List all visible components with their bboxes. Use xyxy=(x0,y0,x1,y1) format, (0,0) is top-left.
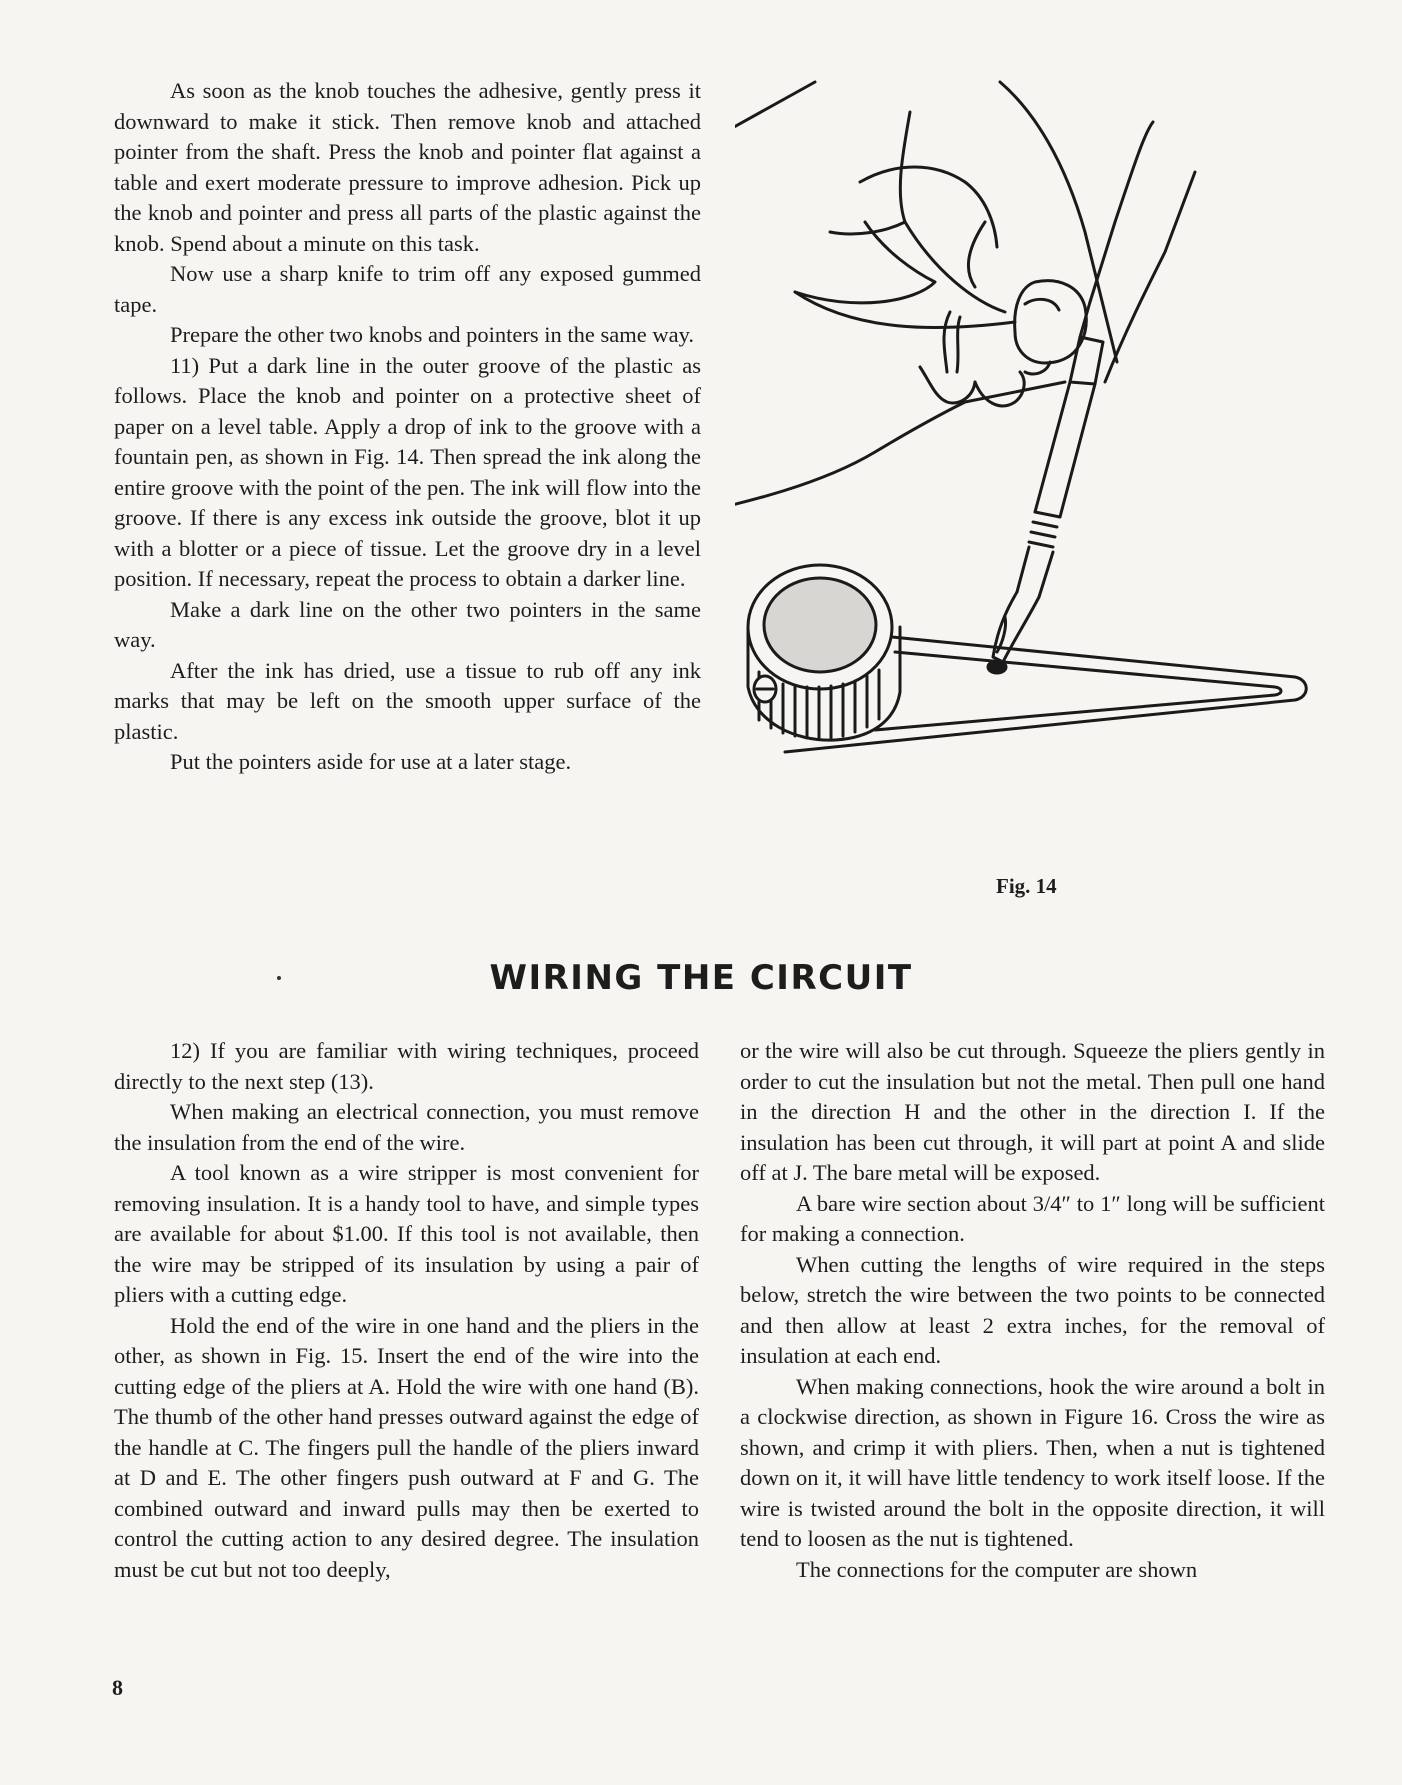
paragraph: A bare wire section about 3/4″ to 1″ long will be sufficient for making a connection. xyxy=(740,1190,1325,1246)
paragraph: A tool known as a wire stripper is most convenient for removing insulation. It is a handy tool to have, and simple types are available for about $1.00. If this tool is not available, then the wire may be stripped of its insulation by using a pair of pliers with a cutting edge. xyxy=(114,1160,699,1307)
paragraph: Prepare the other two knobs and pointers in the same way. xyxy=(170,322,695,347)
paragraph: or the wire will also be cut through. Squeeze the pliers gently in order to cut the insulation but not the metal. Then pull one hand in the direction H and the other in the direction I. If the insulation has been cut through, it will part at point A and slide off at J. The bare metal will be exposed. xyxy=(740,1038,1325,1185)
figure-caption: Fig. 14 xyxy=(996,874,1057,898)
fig-14-illustration xyxy=(735,72,1355,862)
paragraph: Hold the end of the wire in one hand and the pliers in the other, as shown in Fig. 15. Insert the end of the wire into the cutting edge of the pliers at A. Hold the wire with one hand (B). The thumb of the other hand presses outward against the edge of the handle at C. The fingers pull the handle of the pliers inward at D and E. The other fingers push outward at F and G. The combined outward and inward pulls may then be exerted to control the cutting action to any desired degree. The insulation must be cut but not too deeply, xyxy=(114,1312,699,1582)
paragraph: When making an electrical connection, you must remove the insulation from the end of the wire. xyxy=(114,1099,699,1155)
paragraph: Now use a sharp knife to trim off any exposed gummed tape. xyxy=(114,261,701,317)
bottom-left-column xyxy=(114,1036,699,1585)
bottom-right-column xyxy=(740,1036,1325,1585)
page-number: 8 xyxy=(112,1675,123,1700)
paragraph: The connections for the computer are shown xyxy=(796,1556,1198,1582)
paragraph: Put the pointers aside for use at a later stage. xyxy=(170,749,572,774)
hand-pen-knob-icon xyxy=(735,72,1355,862)
top-left-column xyxy=(114,76,701,778)
paragraph: As soon as the knob touches the adhesive, gently press it downward to make it stick. Then remove knob and attached pointer from the shaft. Press the knob and pointer flat against a table and exert moderate pressure to improve adhesion. Pick up the knob and pointer and press all parts of the plastic against the knob. Spend about a minute on this task. xyxy=(114,78,701,256)
paragraph: After the ink has dried, use a tissue to rub off any ink marks that may be left on the smooth upper surface of the plastic. xyxy=(114,657,701,744)
paragraph: When making connections, hook the wire around a bolt in a clockwise direction, as shown in Figure 16. Cross the wire as shown, and crimp it with pliers. Then, when a nut is tightened down on it, it will have little tendency to work itself loose. If the wire is twisted around the bolt in the opposite direction, it will tend to loosen as the nut is tightened. xyxy=(740,1373,1325,1551)
paragraph: 11) Put a dark line in the outer groove of the plastic as follows. Place the knob and pointer on a protective sheet of paper on a level table. Apply a drop of ink to the groove with a fountain pen, as shown in Fig. 14. Then spread the ink along the entire groove with the point of the pen. The ink will flow into the groove. If there is any excess ink outside the groove, blot it up with a blotter or a piece of tissue. Let the groove dry in a level position. If necessary, repeat the process to obtain a darker line. xyxy=(114,352,701,591)
paragraph: Make a dark line on the other two pointers in the same way. xyxy=(114,596,701,652)
paragraph: 12) If you are familiar with wiring techniques, proceed directly to the next step (13). xyxy=(114,1038,699,1094)
section-heading: WIRING THE CIRCUIT xyxy=(489,958,913,998)
paragraph: When cutting the lengths of wire required in the steps below, stretch the wire between the two points to be connected and then allow at least 2 extra inches, for the removal of insulation at each end. xyxy=(740,1251,1325,1368)
